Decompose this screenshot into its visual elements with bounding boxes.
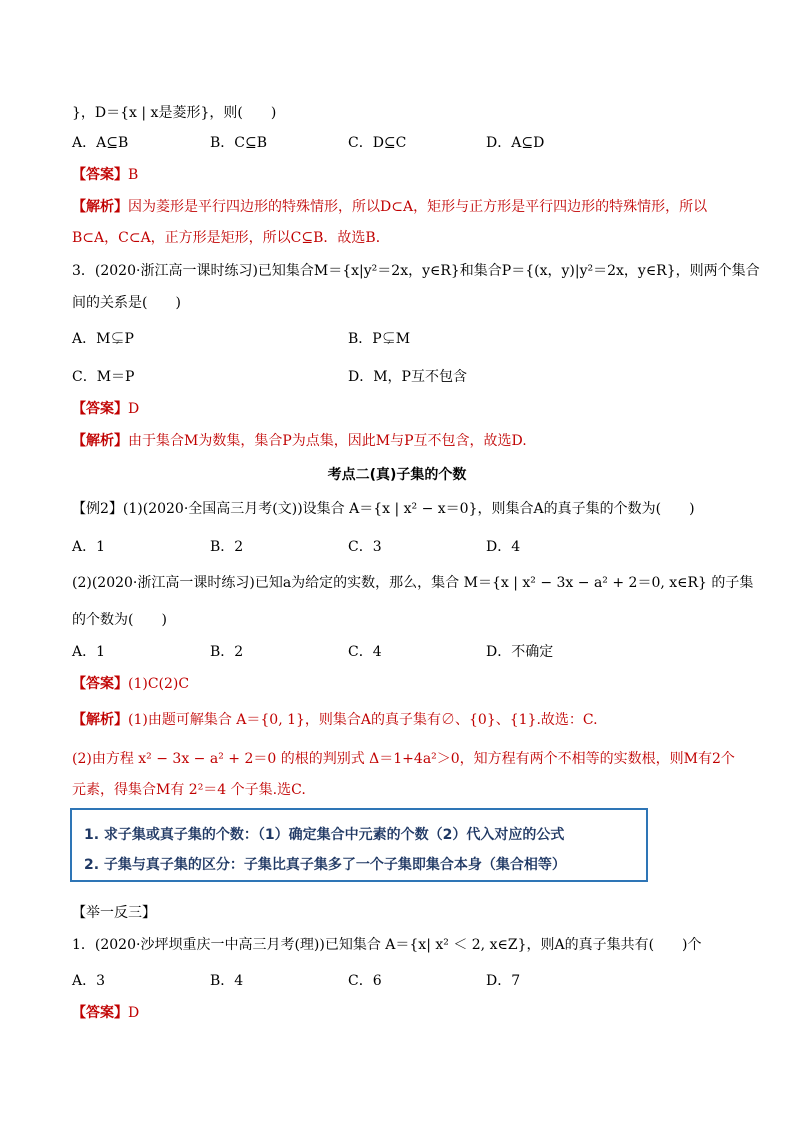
q3-option-b: B．P⊊M	[348, 331, 411, 347]
p1-option-d: D．7	[486, 973, 521, 989]
q2-analysis-text-2: B⊂A，C⊂A，正方形是矩形，所以C⊆B．故选B．	[72, 230, 390, 246]
q3-answer-row	[72, 400, 139, 418]
p1-answer: D	[128, 1005, 140, 1021]
answer-label: 【答案】	[72, 167, 128, 183]
q2-option-c: C．D⊆C	[348, 135, 407, 151]
p1-option-a: A．3	[72, 973, 106, 989]
q2-analysis-text-1: 因为菱形是平行四边形的特殊情形，所以D⊂A，矩形与正方形是平行四边形的特殊情形，所以	[128, 199, 708, 215]
ex2-1-option-d: D．4	[486, 539, 521, 555]
tip-box	[70, 808, 648, 882]
q2-analysis-row-1	[72, 198, 707, 216]
q2-stem-tail: }，D＝{x | x是菱形}，则( )	[72, 105, 277, 121]
analysis-label: 【解析】	[72, 433, 128, 449]
ex2-2-option-c: C．4	[348, 644, 382, 660]
ex2-stem-line-2: (2)(2020·浙江高一课时练习)已知a为给定的实数，那么，集合 M＝{x | x² − 3x − a² + 2＝0, x∈R} 的子集	[72, 575, 754, 591]
analysis-label: 【解析】	[72, 712, 128, 728]
ex2-analysis-text-3: 元素，得集合M有 2²＝4 个子集.选C.	[72, 782, 306, 798]
q3-stem-line-2: 间的关系是( )	[72, 295, 181, 311]
ex2-1-option-c: C．3	[348, 539, 382, 555]
ex2-stem-line-3: 的个数为( )	[72, 612, 167, 628]
ex2-2-option-d: D．不确定	[486, 644, 554, 660]
q2-answer: B	[128, 167, 139, 183]
q2-option-b: B．C⊆B	[210, 135, 268, 151]
q3-stem-line-1: 3．(2020·浙江高一课时练习)已知集合M＝{x|y²＝2x，y∈R}和集合P＝{(x，y)|y²＝2x，y∈R}，则两个集合	[72, 263, 760, 279]
q3-analysis-text: 由于集合M为数集，集合P为点集，因此M与P互不包含，故选D.	[128, 433, 527, 449]
q2-answer-row	[72, 166, 138, 184]
answer-label: 【答案】	[72, 401, 128, 417]
ex2-analysis-text-1: (1)由题可解集合 A＝{0, 1}，则集合A的真子集有∅、{0}、{1}.故选：C.	[128, 712, 598, 728]
practice-label: 【举一反三】	[72, 905, 156, 921]
p1-option-b: B．4	[210, 973, 244, 989]
ex2-1-option-b: B．2	[210, 539, 244, 555]
ex2-stem-line-1: 【例2】(1)(2020·全国高三月考(文))设集合 A＝{x | x² − x＝0}，则集合A的真子集的个数为( )	[72, 501, 695, 517]
ex2-answer-row	[72, 675, 189, 693]
answer-label: 【答案】	[72, 676, 128, 692]
q2-option-d: D．A⊆D	[486, 135, 545, 151]
ex2-2-option-b: B．2	[210, 644, 244, 660]
q3-option-a: A．M⊊P	[72, 331, 134, 347]
ex2-answer: (1)C(2)C	[128, 676, 190, 692]
ex2-analysis-row-1	[72, 711, 598, 729]
p1-answer-row	[72, 1004, 139, 1022]
p1-stem-line-1: 1．(2020·沙坪坝重庆一中高三月考(理))已知集合 A＝{x| x² ＜ 2, x∈Z}，则A的真子集共有( )个	[72, 937, 702, 953]
q3-option-c: C．M＝P	[72, 369, 135, 385]
q3-analysis-row	[72, 432, 527, 450]
analysis-label: 【解析】	[72, 199, 128, 215]
ex2-2-option-a: A．1	[72, 644, 106, 660]
ex2-1-option-a: A．1	[72, 539, 106, 555]
p1-option-c: C．6	[348, 973, 382, 989]
tip-item-1: 1. 求子集或真子集的个数：（1）确定集合中元素的个数（2）代入对应的公式	[84, 827, 565, 843]
answer-label: 【答案】	[72, 1005, 128, 1021]
q2-option-a: A．A⊆B	[72, 135, 129, 151]
section-title: 考点二(真)子集的个数	[327, 467, 467, 483]
q3-answer: D	[128, 401, 140, 417]
q3-option-d: D．M，P互不包含	[348, 369, 467, 385]
ex2-analysis-text-2: (2)由方程 x² − 3x − a² + 2＝0 的根的判别式 Δ＝1+4a²＞0，知方程有两个不相等的实数根，则M有2个	[72, 751, 735, 767]
tip-item-2: 2. 子集与真子集的区分：子集比真子集多了一个子集即集合本身（集合相等）	[84, 857, 566, 873]
